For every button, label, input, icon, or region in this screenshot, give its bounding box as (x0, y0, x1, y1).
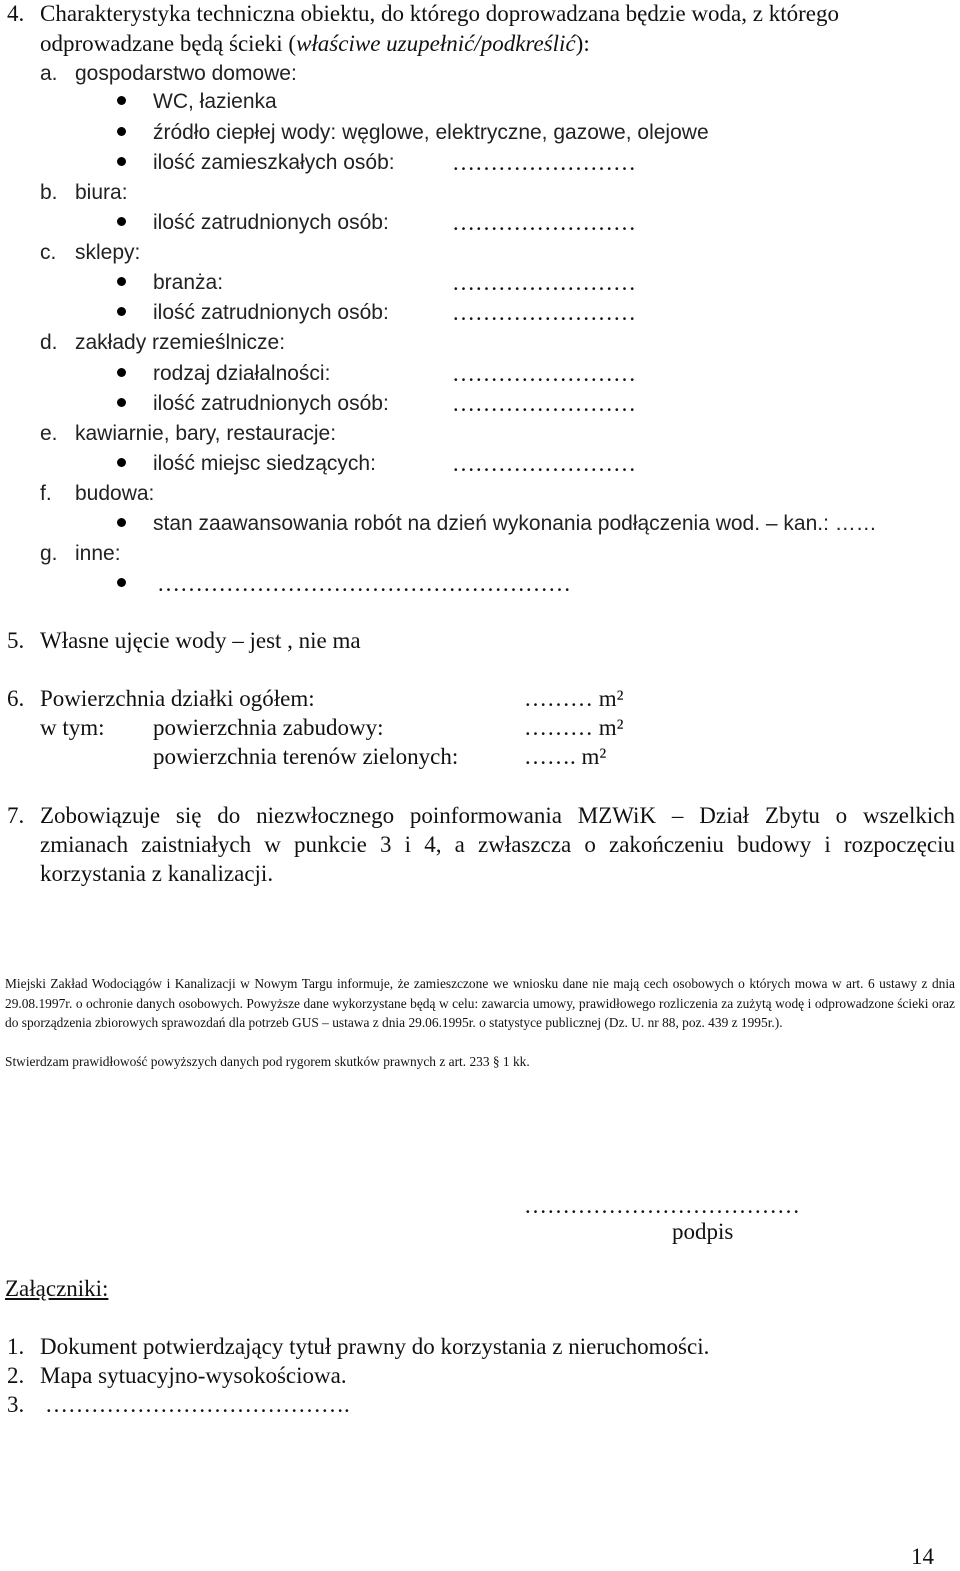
attachment-3-blank: …………………………………. (45, 1392, 350, 1417)
item-d-letter: d. (40, 331, 58, 354)
item-c-letter: c. (40, 241, 57, 264)
item-f-label: budowa: (75, 482, 155, 505)
item-c-employees-blank: …………………… (452, 300, 636, 325)
item-e-seats: ilość miejsc siedzących: (153, 452, 376, 475)
bullet-icon (117, 398, 126, 407)
section6-built-label: powierzchnia zabudowy: (153, 715, 384, 740)
section4-number: 4. (7, 1, 25, 26)
item-c-label: sklepy: (75, 241, 141, 264)
item-b-letter: b. (40, 181, 58, 204)
section6-in-that: w tym: (40, 715, 105, 740)
bullet-icon (117, 277, 126, 286)
bullet-icon (117, 518, 126, 527)
item-d-employees-blank: …………………… (452, 391, 636, 416)
section6-green-label: powierzchnia terenów zielonych: (153, 744, 459, 769)
item-g-blank: ……………………………………………… (157, 571, 571, 596)
item-g-letter: g. (40, 542, 58, 565)
section5-text: Własne ujęcie wody – jest , nie ma (40, 628, 361, 653)
item-a-wc: WC, łazienka (153, 90, 277, 113)
item-c-branch-blank: …………………… (452, 270, 636, 295)
item-a-letter: a. (40, 62, 58, 85)
attachment-1-text: Dokument potwierdzający tytuł prawny do korzystania z nieruchomości. (40, 1334, 710, 1359)
section6-built-value: ……… m² (524, 715, 624, 740)
bullet-icon (117, 217, 126, 226)
item-c-branch: branża: (153, 271, 224, 294)
attachment-2-text: Mapa sytuacyjno-wysokościowa. (40, 1363, 347, 1388)
section4-title-line2: odprowadzane będą ścieki (właściwe uzupełnić/podkreślić): (40, 31, 590, 56)
attachment-2-number: 2. (7, 1363, 25, 1388)
section6-green-value: ……. m² (524, 744, 607, 769)
section6-total-label: Powierzchnia działki ogółem: (40, 686, 315, 711)
attachments-heading: Załączniki: (5, 1276, 109, 1301)
bullet-icon (117, 368, 126, 377)
item-a-residents-blank: …………………… (452, 150, 636, 175)
item-c-employees: ilość zatrudnionych osób: (153, 301, 389, 324)
bullet-icon (117, 578, 126, 587)
item-d-activity: rodzaj działalności: (153, 362, 331, 385)
item-f-progress: stan zaawansowania robót na dzień wykonania podłączenia wod. – kan.: …… (153, 512, 877, 535)
item-e-seats-blank: …………………… (452, 451, 636, 476)
section7-line2: zmianach zaistniałych w punkcie 3 i 4, a zwłaszcza o zakończeniu budowy i rozpoczęciu (40, 832, 955, 857)
bullet-icon (117, 307, 126, 316)
bullet-icon (117, 127, 126, 136)
signature-line: ……………………………… (524, 1193, 800, 1218)
attachment-3-number: 3. (7, 1392, 25, 1417)
section6-number: 6. (7, 686, 25, 711)
section6-total-value: ……… m² (524, 686, 624, 711)
data-confirmation: Stwierdzam prawidłowość powyższych danych pod rygorem skutków prawnych z art. 233 § 1 kk. (5, 1054, 530, 1069)
item-d-activity-blank: …………………… (452, 361, 636, 386)
attachment-1-number: 1. (7, 1334, 25, 1359)
item-f-letter: f. (40, 482, 52, 505)
item-b-employees-blank: …………………… (452, 210, 636, 235)
bullet-icon (117, 96, 126, 105)
item-b-employees: ilość zatrudnionych osób: (153, 211, 389, 234)
section7-line3: korzystania z kanalizacji. (40, 861, 274, 886)
item-b-label: biura: (75, 181, 128, 204)
item-a-label: gospodarstwo domowe: (75, 62, 297, 85)
section7-line1: Zobowiązuje się do niezwłocznego poinformowania MZWiK – Dział Zbytu o wszelkich (40, 803, 955, 828)
item-d-label: zakłady rzemieślnicze: (75, 331, 286, 354)
section7-number: 7. (7, 803, 25, 828)
section4-title-line1: Charakterystyka techniczna obiektu, do którego doprowadzana będzie woda, z którego (40, 1, 839, 26)
item-d-employees: ilość zatrudnionych osób: (153, 392, 389, 415)
item-e-letter: e. (40, 422, 58, 445)
item-g-label: inne: (75, 542, 121, 565)
bullet-icon (117, 157, 126, 166)
bullet-icon (117, 458, 126, 467)
page-number: 14 (911, 1544, 934, 1569)
data-privacy-notice: Miejski Zakład Wodociągów i Kanalizacji w Nowym Targu informuje, że zamieszczone we wniosku dane nie mają cech osobowych o których mowa w art. 6 ustawy z dnia 29.08.1997r. o ochronie danych osobowych. Powyższe dane wykorzystane będą w celu: zawarcia umowy, prawidłowego rozliczenia za zużytą wodę i odprowadzone ścieki oraz do sporządzenia zbiorowych sprawozdań dla potrzeb GUS – ustawa z dnia 29.06.1995r. o statystyce publicznej (Dz. U. nr 88, poz. 439 z 1995r.). (5, 976, 955, 1030)
signature-label: podpis (672, 1219, 734, 1244)
section5-number: 5. (7, 628, 25, 653)
item-a-hot-water: źródło ciepłej wody: węglowe, elektryczne, gazowe, olejowe (153, 121, 709, 144)
item-e-label: kawiarnie, bary, restauracje: (75, 422, 337, 445)
item-a-residents: ilość zamieszkałych osób: (153, 151, 395, 174)
